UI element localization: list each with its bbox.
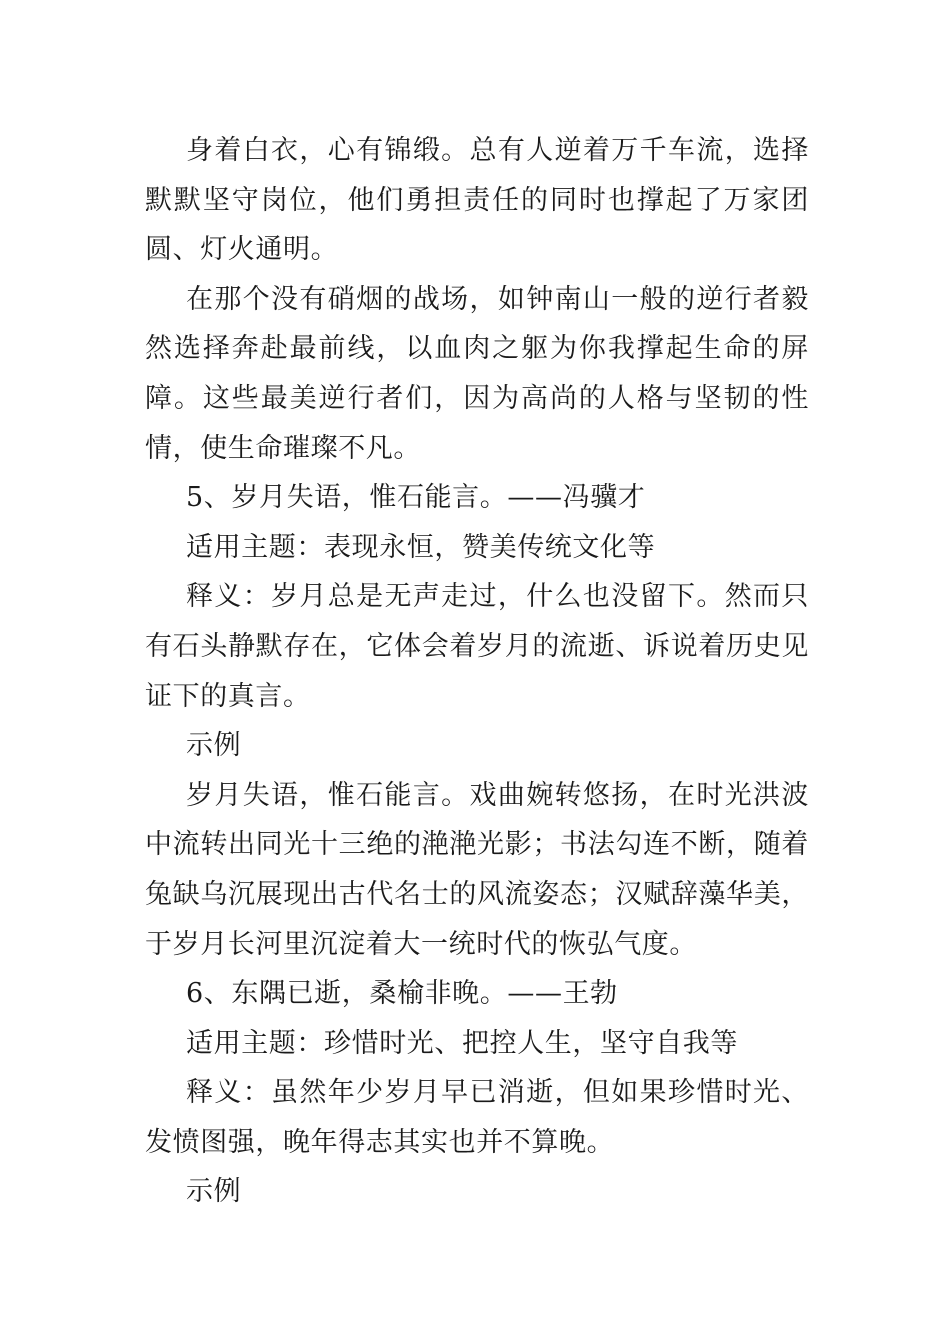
example-paragraph-5: 岁月失语，惟石能言。戏曲婉转悠扬，在时光洪波中流转出同光十三绝的滟滟光影；书法勾连不断，随着兔缺乌沉展现出古代名士的风流姿态；汉赋辞藻华美，于岁月长河里沉淀着大一统时代的恢弘气度。 <box>145 779 809 960</box>
document-page <box>145 126 809 1217</box>
explanation-6: 释义：虽然年少岁月早已消逝，但如果珍惜时光、发愤图强，晚年得志其实也并不算晚。 <box>145 1077 809 1158</box>
example-label-5: 示例 <box>186 730 242 762</box>
quote-heading-5: 5、岁月失语，惟石能言。——冯骥才 <box>186 482 646 514</box>
theme-line-5: 适用主题：表现永恒，赞美传统文化等 <box>186 531 656 563</box>
example-label-6: 示例 <box>186 1176 242 1208</box>
theme-line-6: 适用主题：珍惜时光、把控人生，坚守自我等 <box>186 1027 738 1059</box>
quote-heading-6: 6、东隅已逝，桑榆非晚。——王勃 <box>186 978 618 1010</box>
paragraph-baiyi: 身着白衣，心有锦缎。总有人逆着万千车流，选择默默坚守岗位，他们勇担责任的同时也撑起了万家团圆、灯火通明。 <box>145 135 809 266</box>
explanation-5: 释义：岁月总是无声走过，什么也没留下。然而只有石头静默存在，它体会着岁月的流逝、诉说着历史见证下的真言。 <box>145 581 809 712</box>
paragraph-nixingzhe: 在那个没有硝烟的战场，如钟南山一般的逆行者毅然选择奔赴最前线，以血肉之躯为你我撑起生命的屏障。这些最美逆行者们，因为高尚的人格与坚韧的性情，使生命璀璨不凡。 <box>145 283 809 464</box>
